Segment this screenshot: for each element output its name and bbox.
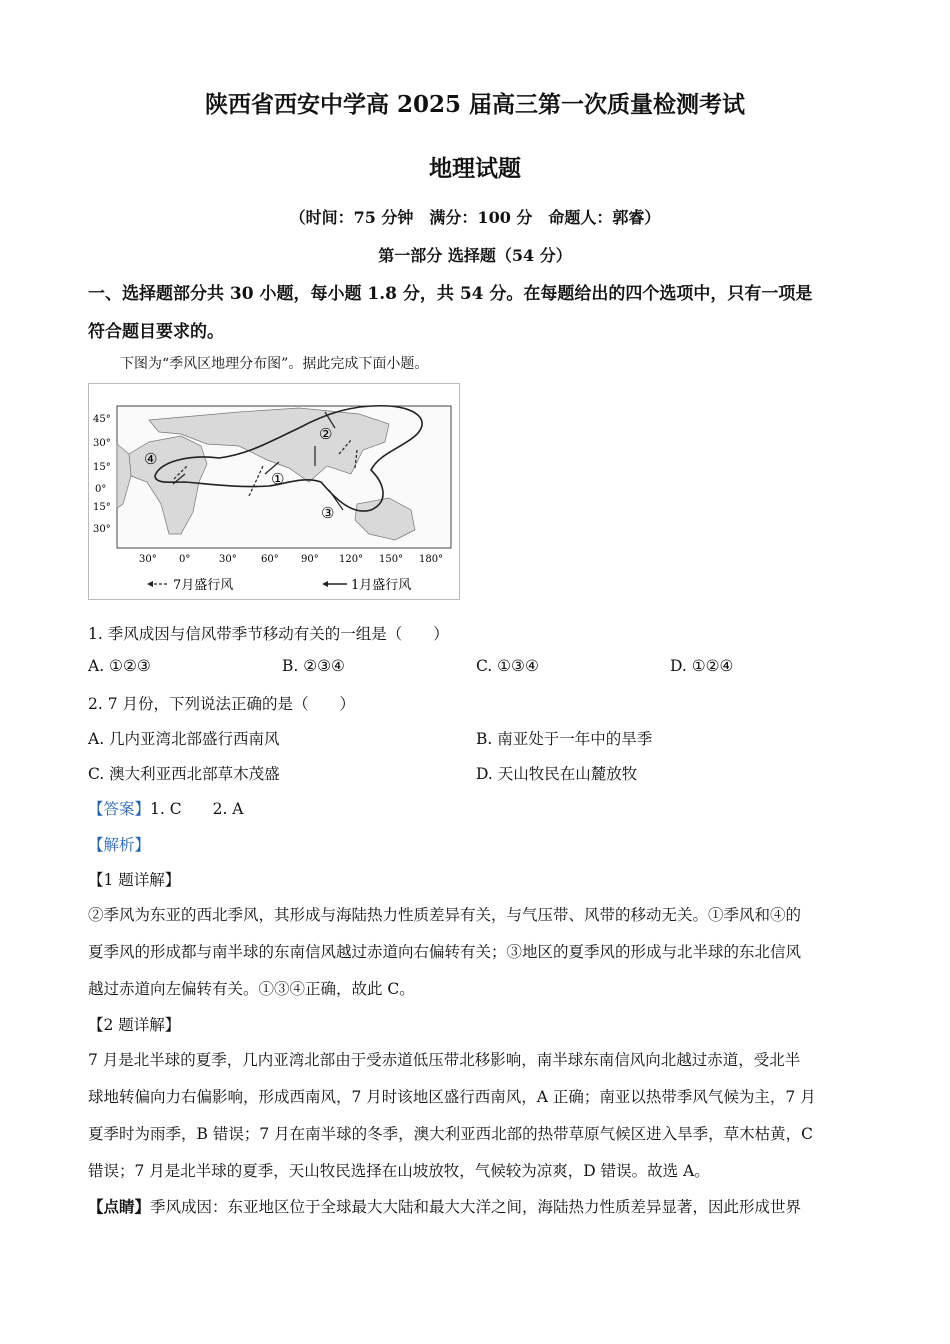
q1-explanation-title: 【1 题详解】: [88, 871, 181, 889]
lat-label: 30°: [93, 524, 111, 535]
question-1-option-b: B. ②③④: [282, 657, 345, 675]
q2-explanation-line: 夏季时为雨季，B 错误；7 月在南半球的冬季，澳大利亚西北部的热带草原气候区进入旱季，草木枯黄，C: [88, 1125, 813, 1143]
lat-label: 0°: [95, 484, 107, 495]
lon-label: 30°: [139, 554, 157, 565]
legend-july-arrowhead: [147, 581, 153, 587]
question-1-option-a: A. ①②③: [88, 657, 151, 675]
answer-value: 1. C 2. A: [150, 800, 244, 818]
lon-label: 0°: [179, 554, 191, 565]
lat-label: 15°: [93, 462, 111, 473]
answer-label: 【答案】: [88, 800, 151, 818]
q2-explanation-line: 错误；7 月是北半球的夏季，天山牧民选择在山坡放牧，气候较为凉爽，D 错误。故选 A。: [88, 1162, 710, 1180]
question-2-option-c: C. 澳大利亚西北部草木茂盛: [88, 765, 280, 783]
marker-4: ④: [144, 450, 158, 468]
lat-label: 15°: [93, 502, 111, 513]
tip-text: 季风成因：东亚地区位于全球最大大陆和最大大洋之间，海陆热力性质差异显著，因此形成世界: [150, 1198, 802, 1216]
analysis-label: 【解析】: [88, 836, 151, 854]
section-heading-line2: 符合题目要求的。: [88, 322, 224, 342]
question-2-option-d: D. 天山牧民在山麓放牧: [476, 765, 638, 783]
q2-explanation-line: 球地转偏向力右偏影响，形成西南风，7 月时该地区盛行西南风，A 正确；南亚以热带季风气候为主，7 月: [88, 1088, 816, 1106]
question-2-stem: 2. 7 月份，下列说法正确的是（ ）: [88, 695, 356, 713]
legend-july-label: 7月盛行风: [173, 578, 234, 593]
tip-line: [88, 1195, 801, 1217]
section-heading-line1: 一、选择题部分共 30 小题，每小题 1.8 分，共 54 分。在每题给出的四个选项中，只有一项是: [88, 284, 813, 304]
lon-label: 30°: [219, 554, 237, 565]
figure-intro: 下图为“季风区地理分布图”。据此完成下面小题。: [120, 356, 429, 372]
monsoon-map: [89, 384, 459, 599]
lat-label: 30°: [93, 438, 111, 449]
question-2-option-b: B. 南亚处于一年中的旱季: [476, 730, 653, 748]
marker-3: ③: [321, 504, 335, 522]
question-2-option-a: A. 几内亚湾北部盛行西南风: [88, 730, 280, 748]
q1-explanation-line: 越过赤道向左偏转有关。①③④正确，故此 C。: [88, 980, 415, 998]
q2-explanation-line: 7 月是北半球的夏季，几内亚湾北部由于受赤道低压带北移影响，南半球东南信风向北越过赤道，受北半: [88, 1051, 801, 1069]
question-1-option-d: D. ①②④: [670, 657, 734, 675]
marker-1: ①: [271, 470, 285, 488]
lon-label: 150°: [379, 554, 404, 565]
answer-line: [88, 797, 244, 819]
tip-label: 【点睛】: [88, 1197, 151, 1216]
lon-label: 120°: [339, 554, 364, 565]
exam-title: 陕西省西安中学高 2025 届高三第一次质量检测考试: [204, 91, 746, 118]
lat-label: 45°: [93, 414, 111, 425]
lon-label: 60°: [261, 554, 279, 565]
lon-label: 90°: [301, 554, 319, 565]
part-heading: 第一部分 选择题（54 分）: [378, 246, 572, 265]
monsoon-map-figure: [88, 383, 460, 600]
q1-explanation-line: ②季风为东亚的西北季风，其形成与海陆热力性质差异有关，与气压带、风带的移动无关。①季风和④的: [88, 906, 802, 924]
question-1-option-c: C. ①③④: [476, 657, 539, 675]
q1-explanation-line: 夏季风的形成都与南半球的东南信风越过赤道向右偏转有关；③地区的夏季风的形成与北半球的东北信风: [88, 943, 802, 961]
legend-jan-label: 1月盛行风: [351, 578, 412, 593]
q2-explanation-title: 【2 题详解】: [88, 1016, 181, 1034]
exam-meta: （时间：75 分钟 满分：100 分 命题人：郭睿）: [289, 208, 661, 227]
legend-jan-arrowhead: [322, 581, 328, 587]
marker-2: ②: [319, 425, 333, 443]
question-1-stem: 1. 季风成因与信风带季节移动有关的一组是（ ）: [88, 625, 449, 643]
lon-label: 180°: [419, 554, 444, 565]
exam-subtitle: 地理试题: [429, 155, 521, 182]
